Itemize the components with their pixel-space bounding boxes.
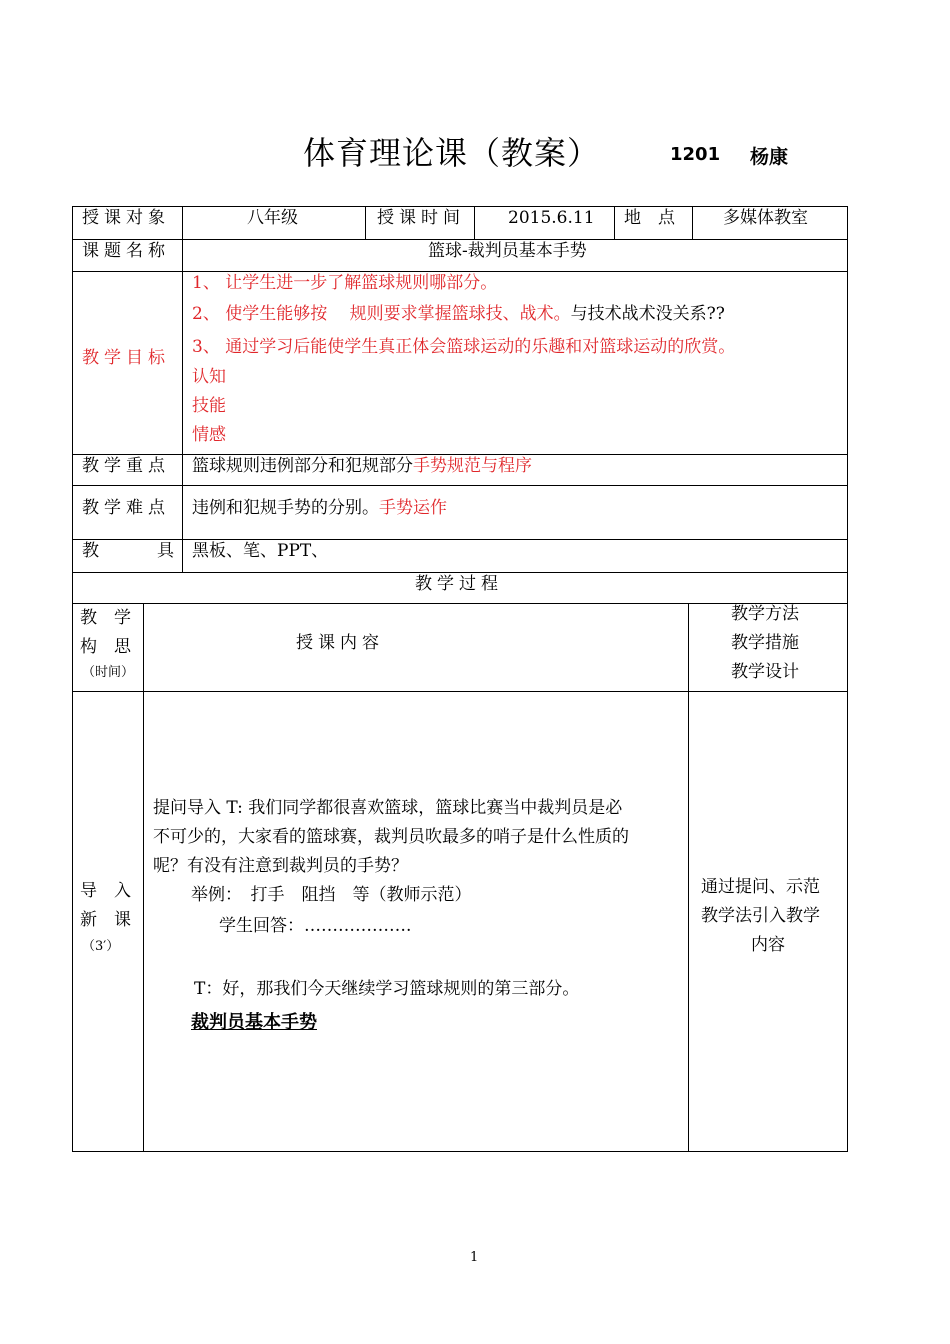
intro-label-line1: 导 入 [80, 881, 131, 901]
focus-text-main: 篮球规则违例部分和犯规部分 [192, 456, 413, 476]
table-line [72, 572, 848, 573]
topic-label: 课题名称 [82, 241, 170, 261]
intro-method-line1: 通过提问、示范 [701, 877, 820, 897]
intro-label-time: （3′） [82, 939, 120, 954]
table-line [614, 206, 615, 240]
goal-sub-cognition: 认知 [192, 367, 226, 387]
table-line [72, 271, 848, 272]
place-label: 地 点 [624, 208, 675, 228]
intro-teacher-line: T：好，那我们今天继续学习篮球规则的第三部分。 [194, 979, 580, 999]
intro-method-line3: 内容 [751, 935, 785, 955]
table-line [72, 454, 848, 455]
page-number: 1 [470, 1250, 479, 1265]
target-label: 授课对象 [82, 208, 170, 228]
goal-sub-emotion: 情感 [192, 425, 226, 445]
difficulty-text [192, 498, 447, 518]
process-col3-line2: 教学措施 [731, 633, 799, 653]
table-line [182, 206, 183, 573]
table-line [474, 206, 475, 240]
table-line [72, 239, 848, 240]
time-label: 授课时间 [377, 208, 465, 228]
goal-item-2-note: 与技术战术没关系?? [570, 304, 725, 324]
intro-method-line2: 教学法引入教学 [701, 906, 820, 926]
table-border-right [847, 206, 848, 1152]
table-border-left [72, 206, 73, 1152]
process-col3-line3: 教学设计 [731, 662, 799, 682]
intro-topic-heading: 裁判员基本手势 [191, 1012, 317, 1033]
class-number: 1201 [670, 144, 721, 165]
target-value: 八年级 [247, 208, 298, 228]
goal-item-2-red: 2、 使学生能够按 规则要求掌握篮球技、战术。 [192, 304, 571, 324]
process-title: 教学过程 [415, 574, 503, 594]
author-name: 杨康 [750, 146, 789, 168]
goal-item-2 [192, 304, 725, 324]
intro-student-answer: 学生回答：………………. [219, 916, 412, 936]
table-line [72, 539, 848, 540]
focus-text-highlight: 手势规范与程序 [413, 456, 532, 476]
tools-label-left: 教 [82, 541, 99, 561]
table-border-bottom [72, 1151, 848, 1152]
page-title: 体育理论课（教案） [303, 134, 601, 172]
tools-text: 黑板、笔、PPT、 [192, 541, 329, 561]
table-line [688, 603, 689, 1152]
table-line [143, 603, 144, 1152]
focus-text [192, 456, 532, 476]
intro-paragraph-line3: 呢？有没有注意到裁判员的手势？ [153, 856, 408, 876]
goal-item-3: 3、 通过学习后能使学生真正体会篮球运动的乐趣和对篮球运动的欣赏。 [192, 337, 736, 357]
process-col2-header: 授课内容 [296, 633, 384, 653]
goal-sub-skill: 技能 [192, 396, 226, 416]
intro-paragraph-line1: 提问导入 T: 我们同学都很喜欢篮球，篮球比赛当中裁判员是必 [153, 798, 623, 818]
goals-label: 教学目标 [82, 348, 170, 368]
tools-label-right: 具 [157, 541, 174, 561]
intro-example: 举例： 打手 阻挡 等（教师示范） [191, 885, 472, 905]
difficulty-label: 教学难点 [82, 498, 170, 518]
process-col1-line1: 教 学 [80, 608, 131, 628]
topic-value: 篮球-裁判员基本手势 [428, 241, 587, 261]
difficulty-text-highlight: 手势运作 [379, 498, 447, 518]
focus-label: 教学重点 [82, 456, 170, 476]
place-value: 多媒体教室 [723, 208, 808, 228]
time-value: 2015.6.11 [508, 208, 595, 228]
table-line [72, 691, 848, 692]
process-col3-line1: 教学方法 [731, 604, 799, 624]
table-line [72, 485, 848, 486]
difficulty-text-main: 违例和犯规手势的分别。 [192, 498, 379, 518]
goal-item-1: 1、 让学生进一步了解篮球规则哪部分。 [192, 273, 498, 293]
process-col1-line3: （时间） [82, 665, 135, 680]
table-line [365, 206, 366, 240]
table-border-top [72, 206, 848, 207]
process-col1-line2: 构 思 [80, 637, 131, 657]
intro-paragraph-line2: 不可少的，大家看的篮球赛，裁判员吹最多的哨子是什么性质的 [153, 827, 629, 847]
intro-label-line2: 新 课 [80, 910, 131, 930]
table-line [692, 206, 693, 240]
